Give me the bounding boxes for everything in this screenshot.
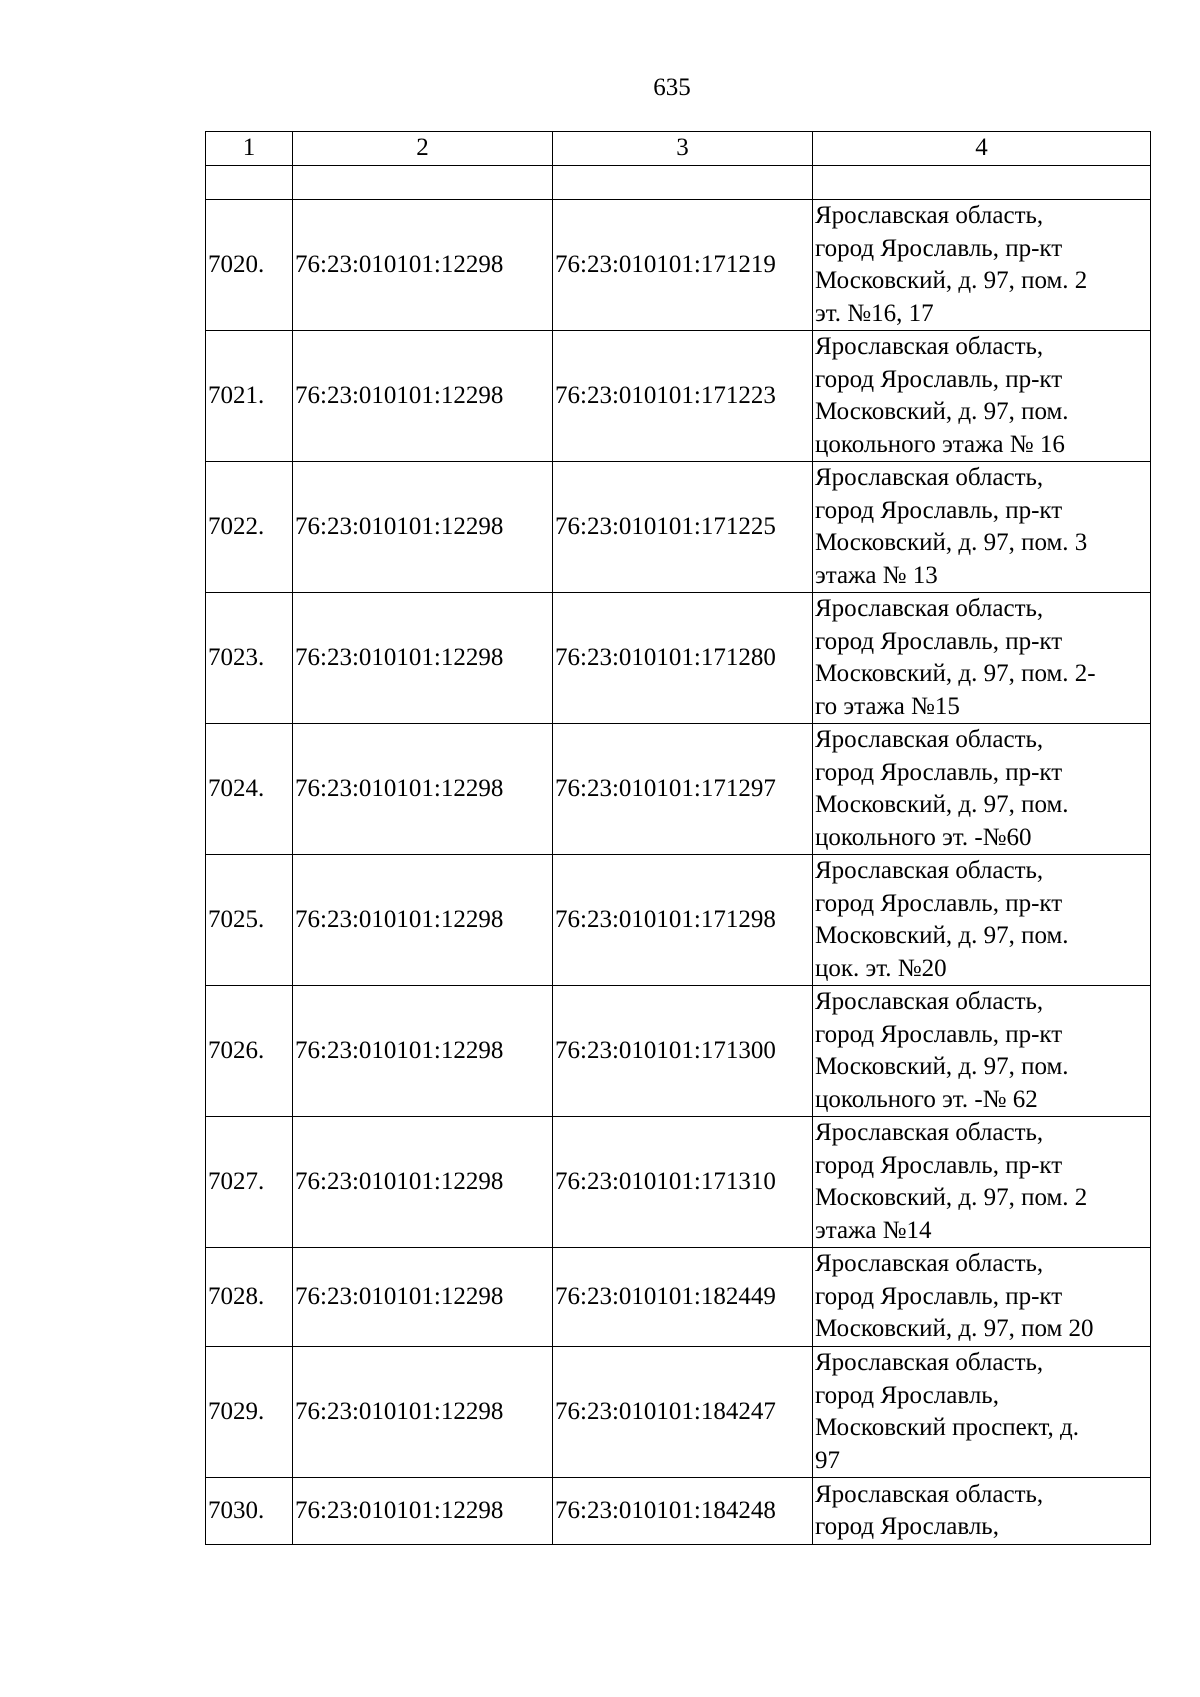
address-line: город Ярославль, xyxy=(815,1513,999,1540)
address-line: эт. №16, 17 xyxy=(815,299,934,327)
cadastral-number-cell: 76:23:010101:171219 xyxy=(553,200,813,331)
address-cell xyxy=(813,986,1151,1117)
address-line: Московский, д. 97, пом. 2 xyxy=(815,267,1088,294)
address-line: город Ярославль, пр-кт xyxy=(815,234,1063,262)
address-line: цокольного этажа № 16 xyxy=(815,430,1065,458)
table-row xyxy=(206,593,1151,724)
parent-cadastral-number-cell: 76:23:010101:12298 xyxy=(293,855,553,986)
row-number-cell: 7027. xyxy=(206,1117,293,1248)
address-line: Ярославская область, xyxy=(815,595,1044,622)
cadastral-number-cell: 76:23:010101:184247 xyxy=(553,1347,813,1478)
address-cell xyxy=(813,855,1151,986)
empty-row xyxy=(206,166,1151,200)
parent-cadastral-number-cell: 76:23:010101:12298 xyxy=(293,462,553,593)
address-line: 97 xyxy=(815,1446,840,1474)
address-line: цок. эт. №20 xyxy=(815,954,947,982)
parent-cadastral-number-cell: 76:23:010101:12298 xyxy=(293,331,553,462)
cadastral-number-cell: 76:23:010101:171223 xyxy=(553,331,813,462)
table-row xyxy=(206,855,1151,986)
row-number-cell: 7029. xyxy=(206,1347,293,1478)
empty-cell xyxy=(553,166,813,200)
table-row xyxy=(206,331,1151,462)
address-line: Московский, д. 97, пом. xyxy=(815,398,1069,425)
address-line: город Ярославль, пр-кт xyxy=(815,889,1063,917)
row-number-cell: 7025. xyxy=(206,855,293,986)
row-number-cell: 7030. xyxy=(206,1478,293,1545)
address-line: Московский, д. 97, пом. 2- xyxy=(815,660,1096,687)
address-line: город Ярославль, пр-кт xyxy=(815,1282,1063,1310)
table-row xyxy=(206,1478,1151,1545)
table-row xyxy=(206,1347,1151,1478)
column-header: 1 xyxy=(206,132,293,166)
address-cell xyxy=(813,1478,1151,1545)
address-cell xyxy=(813,331,1151,462)
column-header: 4 xyxy=(813,132,1151,166)
table-row xyxy=(206,462,1151,593)
address-cell xyxy=(813,1117,1151,1248)
cadastral-number-cell: 76:23:010101:184248 xyxy=(553,1478,813,1545)
address-line: Ярославская область, xyxy=(815,1119,1044,1146)
address-line: Ярославская область, xyxy=(815,857,1044,884)
parent-cadastral-number-cell: 76:23:010101:12298 xyxy=(293,593,553,724)
address-line: Ярославская область, xyxy=(815,333,1044,360)
address-line: Московский, д. 97, пом. xyxy=(815,791,1069,818)
address-line: город Ярославль, xyxy=(815,1381,999,1409)
address-line: Ярославская область, xyxy=(815,726,1044,753)
address-line: Ярославская область, xyxy=(815,1349,1044,1376)
parent-cadastral-number-cell: 76:23:010101:12298 xyxy=(293,1347,553,1478)
address-line: город Ярославль, пр-кт xyxy=(815,758,1063,786)
address-cell xyxy=(813,200,1151,331)
row-number-cell: 7024. xyxy=(206,724,293,855)
empty-cell xyxy=(813,166,1151,200)
page-number: 635 xyxy=(653,74,691,101)
address-line: город Ярославль, пр-кт xyxy=(815,1020,1063,1048)
address-line: этажа №14 xyxy=(815,1216,932,1244)
address-line: Ярославская область, xyxy=(815,464,1044,491)
row-number-cell: 7028. xyxy=(206,1248,293,1347)
address-line: Ярославская область, xyxy=(815,988,1044,1015)
table-row xyxy=(206,986,1151,1117)
address-line: Московский, д. 97, пом. 2 xyxy=(815,1184,1088,1211)
parent-cadastral-number-cell: 76:23:010101:12298 xyxy=(293,724,553,855)
address-cell xyxy=(813,724,1151,855)
address-cell xyxy=(813,1347,1151,1478)
address-cell xyxy=(813,1248,1151,1347)
address-line: Ярославская область, xyxy=(815,1250,1044,1278)
table-row xyxy=(206,200,1151,331)
address-line: этажа № 13 xyxy=(815,561,938,589)
address-line: город Ярославль, пр-кт xyxy=(815,627,1063,655)
table-row xyxy=(206,724,1151,855)
registry-table-body xyxy=(206,132,1151,1545)
row-number-cell: 7020. xyxy=(206,200,293,331)
address-line: Московский, д. 97, пом. xyxy=(815,1053,1069,1080)
parent-cadastral-number-cell: 76:23:010101:12298 xyxy=(293,1117,553,1248)
address-line: Московский, д. 97, пом. 3 xyxy=(815,529,1088,556)
address-line: цокольного эт. -№60 xyxy=(815,823,1032,851)
cadastral-number-cell: 76:23:010101:171298 xyxy=(553,855,813,986)
address-line: город Ярославль, пр-кт xyxy=(815,496,1063,524)
address-line: Ярославская область, xyxy=(815,1480,1044,1508)
row-number-cell: 7022. xyxy=(206,462,293,593)
address-cell xyxy=(813,593,1151,724)
row-number-cell: 7026. xyxy=(206,986,293,1117)
column-header: 2 xyxy=(293,132,553,166)
address-line: город Ярославль, пр-кт xyxy=(815,365,1063,393)
empty-cell xyxy=(206,166,293,200)
row-number-cell: 7023. xyxy=(206,593,293,724)
address-line: го этажа №15 xyxy=(815,692,960,720)
cadastral-number-cell: 76:23:010101:171280 xyxy=(553,593,813,724)
cadastral-number-cell: 76:23:010101:171310 xyxy=(553,1117,813,1248)
parent-cadastral-number-cell: 76:23:010101:12298 xyxy=(293,200,553,331)
row-number-cell: 7021. xyxy=(206,331,293,462)
address-cell xyxy=(813,462,1151,593)
table-row xyxy=(206,1117,1151,1248)
address-line: Московский, д. 97, пом. xyxy=(815,922,1069,949)
address-line: город Ярославль, пр-кт xyxy=(815,1151,1063,1179)
parent-cadastral-number-cell: 76:23:010101:12298 xyxy=(293,986,553,1117)
address-line: Ярославская область, xyxy=(815,202,1044,229)
column-header: 3 xyxy=(553,132,813,166)
column-number-row xyxy=(206,132,1151,166)
cadastral-number-cell: 76:23:010101:171297 xyxy=(553,724,813,855)
empty-cell xyxy=(293,166,553,200)
cadastral-number-cell: 76:23:010101:171300 xyxy=(553,986,813,1117)
cadastral-number-cell: 76:23:010101:171225 xyxy=(553,462,813,593)
address-line: цокольного эт. -№ 62 xyxy=(815,1085,1038,1113)
registry-table xyxy=(205,131,1151,1545)
address-line: Московский проспект, д. xyxy=(815,1414,1080,1441)
parent-cadastral-number-cell: 76:23:010101:12298 xyxy=(293,1478,553,1545)
address-line: Московский, д. 97, пом 20 xyxy=(815,1315,1094,1343)
parent-cadastral-number-cell: 76:23:010101:12298 xyxy=(293,1248,553,1347)
table-row xyxy=(206,1248,1151,1347)
cadastral-number-cell: 76:23:010101:182449 xyxy=(553,1248,813,1347)
